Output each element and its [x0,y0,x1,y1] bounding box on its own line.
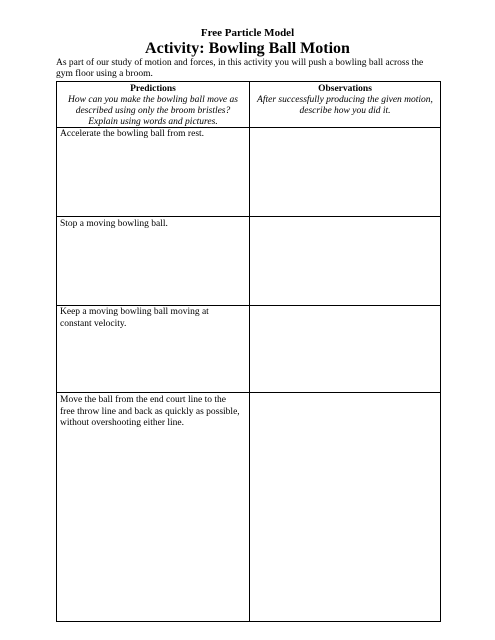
model-heading: Free Particle Model [200,27,295,39]
page-title: Activity: Bowling Ball Motion [145,40,350,57]
row-divider [57,392,440,393]
row-divider [57,216,440,217]
observations-instruction-line: describe how you did it. [299,106,391,116]
predictions-title: Predictions [130,84,176,94]
predictions-instruction-line: How can you make the bowling ball move as [68,95,238,105]
task-text: free throw line and back as quickly as possible, [60,406,240,417]
predictions-instruction-line: described using only the broom bristles? [75,106,231,116]
predictions-header [57,84,249,128]
observations-title: Observations [318,84,372,94]
task-stop [60,219,246,231]
task-constant-velocity [60,307,246,330]
task-accelerate [60,129,246,141]
observations-instruction-line: After successfully producing the given motion, [257,95,433,105]
task-court-lines [60,395,246,430]
row-divider [57,127,440,128]
task-text: Move the ball from the end court line to the [60,395,226,405]
task-text: Stop a moving bowling ball. [60,219,168,229]
worksheet-table [56,81,441,622]
task-text: constant velocity. [60,318,127,329]
column-divider [249,82,250,621]
intro-paragraph: As part of our study of motion and forces, in this activity you will push a bowling ball across the gym floor using a broom. [56,58,424,79]
row-divider [57,305,440,306]
observations-header [250,84,440,117]
task-text: Keep a moving bowling ball moving at [60,307,209,317]
task-text: without overshooting either line. [60,418,185,428]
task-text: Accelerate the bowling ball from rest. [60,129,205,139]
predictions-instruction-line: Explain using words and pictures. [88,117,218,127]
